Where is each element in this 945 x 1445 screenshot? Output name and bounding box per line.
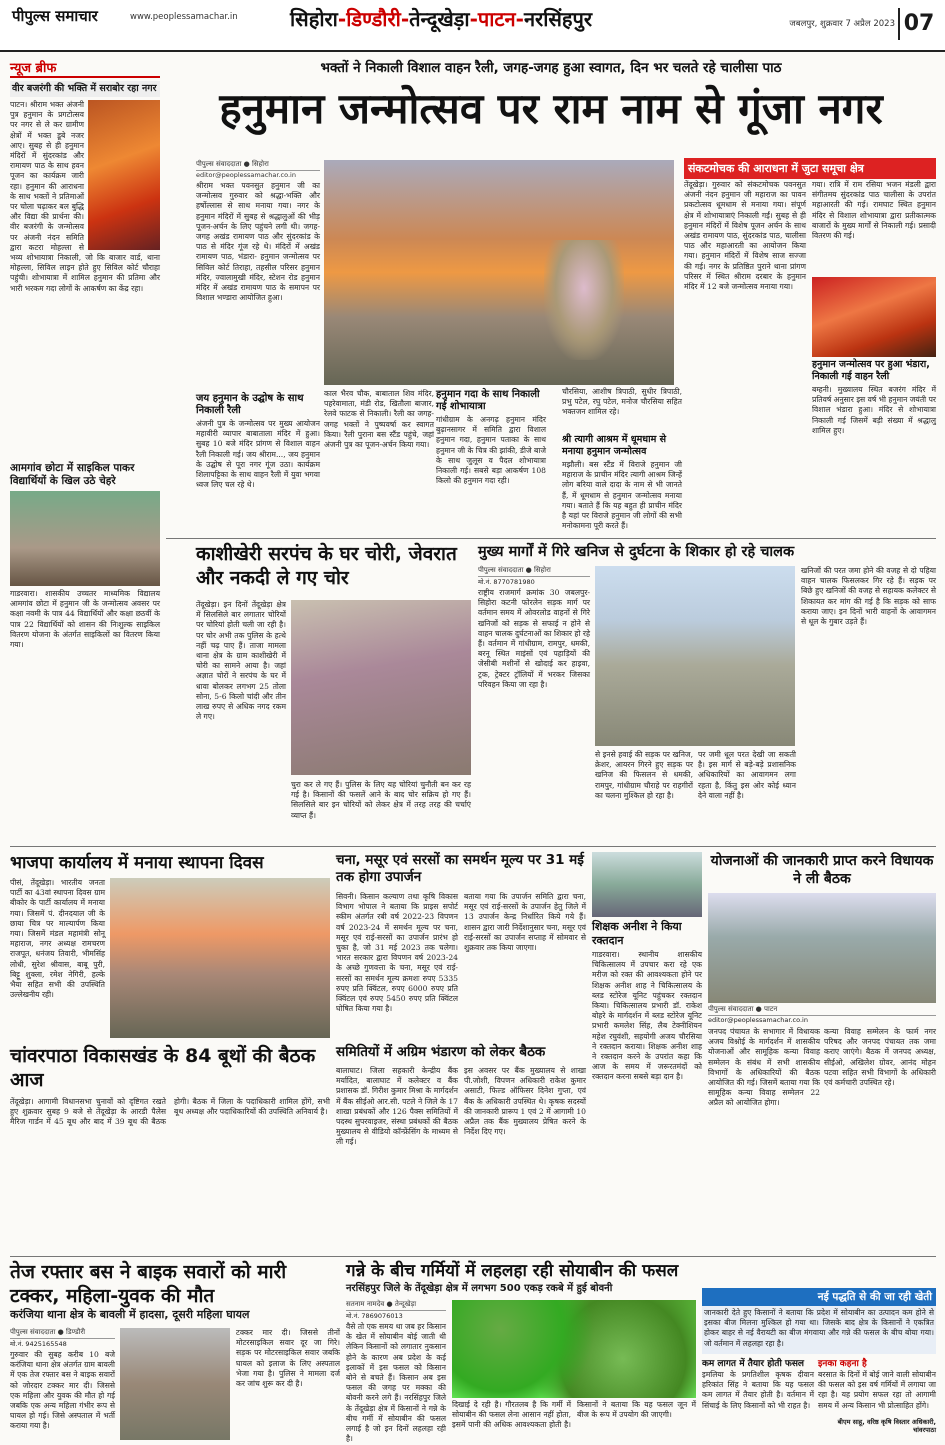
lead-body-c: गांधीग्राम के अनगढ़ हनुमान मंदिर बुढ़ानसागर में समिति द्वारा विशाल हनुमान गदा, हनुमान पताका के साथ हनुमान जी के चित्र की झांकी, डीजे बाजे के साथ जुलूस व पैदल शोभायात्रा निकाली गई। सबसे बड़ा आकर्षण 108 किलो की हनुमान गदा रही।	[436, 415, 546, 486]
soyabean-quote-head: इनका कहना है	[818, 1359, 867, 1369]
dateline: जबलपुर, शुक्रवार 7 अप्रैल 2023	[789, 19, 895, 29]
lead-body-a: श्रीराम भक्त पवनसुत हनुमान जी का जन्मोत्सव गुरुवार को श्रद्धा-भक्ति और हर्षोल्लास से साथ मनाया गया। नगर के हनुमान मंदिरों में सुबह से श्रद्धालुओं की भीड़ पूजन-अर्चन के लिए पहुंचने लगी थी। जगह-जगह अखंड रामायण पाठ और सुंदरकांड के पाठ से मंदिर गूंज रहे थे। मंदिरों में अखंड रामायण पाठ, भंडारा- हनुमान जन्मोत्सव पर सिविल कोर्ट तिराहा, तहसील परिसर हनुमान मंदिर, ज्वालामुखी मंदिर, स्टेशन रोड हनुमान मंदिर में अखंड रामायण पाठ के समापन पर विशाल भण्डारा आयोजित हुआ।	[196, 181, 320, 303]
chori-col-1	[196, 600, 286, 840]
lead-kicker: भक्तों ने निकाली विशाल वाहन रैली, जगह-जगह हुआ स्वागत, दिन भर चलते रहे चालीसा पाठ	[320, 60, 782, 76]
brand-name: पीपुल्स समाचार	[12, 7, 98, 25]
bus-col-1	[10, 1328, 115, 1440]
samiti-body-2: इस अवसर पर बैंक मुख्यालय से शाखा पी.जोशी, विपणन अधिकारी राकेश कुमार असाटी, फिल्ड ऑफिसर दिनेश गुप्ता, एवं बैंक के अधिकारी उपस्थित थे। कृषक सदस्यों की जानकारी प्रारूप 1 एवं 2 में आगामी 10 अप्रैल तक बैंक मुख्यालय प्रेषित करने के निर्देश दिए गए।	[464, 1066, 586, 1137]
khanij-body: राष्ट्रीय राजमार्ग क्रमांक 30 जबलपुर-सिहोरा कटनी फोरलेन सड़क मार्ग पर वर्तमान समय में ओवरलोड वाहनों से गिरे खनिजों को सड़क से सफाई न होने से वाहन चालक दुर्घटनाओं का शिकार हो रहे हैं। वर्तमान में गांधीग्राम, रामपुर, धमकी, बरनू स्थित माइंसों एवं पहाड़ियों की जेसीबी मशीनों से खोदाई कर हाइवा, ट्रक, ट्रेक्टर ट्रॉलियों में भरकर जिसका परिवहन किया जा रहा है।	[478, 588, 590, 689]
lead-photo-caption: काल भैरव चौक, बाबाताल शिव मंदिर, पहरेवामाता, मंडी रोड, खितौला बाजार, रेलवे फाटक से निकाली। रैली का जगह-जगह भक्तों ने पुष्पवर्षा कर स्वागत किया। रैली पुराना बस स्टैंड पहुंचे, जहां अंजनी पुत्र का पूजन-अर्चन किया गया।	[324, 389, 434, 450]
chanwar-headline: चांवरपाठा विकासखंड के 84 बूथों की बैठक आज	[10, 1045, 316, 1091]
yojana-headline: योजनाओं की जानकारी प्राप्त करने विधायक ने ली बैठक	[710, 853, 934, 887]
samiti-body: बालाघाट। जिला सहकारी केन्द्रीय बैंक मर्यादित, बालाघाट में कलेक्टर व बैंक प्रशासक डॉ. गिरीश कुमार मिश्रा के मार्गदर्शन में बैंक सीईओ आर.सी. पटले ने जिले के 17 शाखा प्रबंधकों और 126 पैक्स समितियों में पदस्थ सुपरवाइजर, संस्था प्रबंधकों की बैठक मुख्यालय से वीडियो कॉन्फ्रेंसिंग के माध्यम से ली गई।	[336, 1066, 458, 1147]
region-sihora: सिहोरा	[290, 7, 338, 31]
khanij-phone: मो.नं. 8770781980	[478, 578, 535, 586]
story-anish	[592, 852, 702, 1252]
lead-sub-1: जय हनुमान के उद्घोष के साथ निकाली रैली	[196, 393, 304, 416]
soyabean-sub-col	[702, 1358, 814, 1440]
news-brief	[10, 58, 160, 518]
lead-col-6	[562, 387, 682, 535]
brief-body-1: पाटन। श्रीराम भक्त अंजनी पुत्र हनुमान के प्रगटोत्सव पर नगर से ले कर ग्रामीण क्षेत्रों में भक्त डूबे नजर आए। सुबह से ही हनुमान मंदिरों में सुंदरकांड और रामायण पाठ के साथ हवन पूजन का कार्यक्रम जारी रहा। हनुमान की आराधना के साथ भक्तों ने प्रतिमाओं पर चोला चढ़ाकर बल बुद्धि और विद्या की प्रार्थना की। वीर बजरंगी के जन्मोत्सव पर अंजनी नंदन समिति द्वारा कटरा मोहल्ला से भव्य शोभायात्रा निकाली, जो कि बाजार वार्ड, थाना मोहल्ला, सिविल लाइन होते हुए सिविल कोर्ट चौराहा पहुंची। शोभायात्रा में शामिल हनुमान की प्रतिमा और भारी भरकम गदा लोगों के आकर्षण का केंद्र रहा।	[10, 100, 160, 293]
news-brief-2	[10, 462, 160, 842]
lead-col-2	[324, 389, 434, 534]
khanij-col-4	[801, 566, 936, 842]
hanuman-float	[544, 240, 624, 360]
soyabean-col-2	[452, 1400, 696, 1440]
story-khanij	[478, 542, 936, 842]
soyabean-byline: सतनाम नामदेव ● तेन्दूखेड़ा	[346, 1300, 446, 1311]
news-brief-label: न्यूज ब्रीफ	[10, 58, 160, 78]
anish-headline: शिक्षक अनीश ने किया रक्तदान	[592, 920, 682, 947]
chori-col-2	[291, 780, 471, 840]
bus-accident-photo	[120, 1328, 230, 1440]
lead-email[interactable]: editor@peoplessamachar.co.in	[196, 171, 296, 179]
soyabean-quote-name: बीएम साहू, वरिष्ठ कृषि विस्तार अधिकारी, चांवरपाठा	[837, 1418, 936, 1434]
lead-byline: पीपुल्स संवाददाता ● सिहोरा	[196, 160, 320, 171]
chori-body-2: चुरा कर ले गए हैं। पुलिस के लिए यह चोरियां चुनौती बन कर रह गई है। किसानों की फसलें आने के बाद चोर सक्रिय हो गए हैं। सिलसिले बार इन चोरियों को लेकर क्षेत्र में तरह तरह की चर्चाएं व्याप्त हैं।	[291, 780, 471, 820]
rally-photo	[324, 160, 674, 385]
chana-body-2: बताया गया कि उपार्जन समिति द्वारा चना, मसूर एवं राई-सरसों के उपार्जन हेतु जिले में 13 उपार्जन केन्द्र निर्धारित किये गये हैं। शासन द्वारा जारी निर्देशानुसार चना, मसूर एवं राई-सरसों का उपार्जन सप्ताह में सोमवार से शुक्रवार तक किया जाएगा।	[464, 892, 586, 953]
soyabean-sidebar	[702, 1288, 936, 1440]
chana-body: सिवनी। किसान कल्याण तथा कृषि विकास विभाग भोपाल ने बताया कि प्राइस सपोर्ट स्कीम अंतर्गत रबी वर्ष 2022-23 विपणन वर्ष 2023-24 में समर्थन मूल्य पर चना, मसूर एवं राई-सरसों का उपार्जन प्रारंभ हो चुका है, जो 31 मई 2023 तक चलेगा। भारत सरकार द्वारा विपणन वर्ष 2023-24 के अच्छे गुणवत्ता के चना, मसूर एवं राई-सरसों का समर्थन मूल्य क्रमशः रुपए 5335 रुपए प्रति क्विंटल, रुपए 6000 रुपए प्रति क्विंटल एवं रुपए 5450 रुपए प्रति क्विंटल घोषित किया गया है।	[336, 892, 458, 1014]
region-narsinghpur: नरसिंहपुर	[523, 7, 593, 31]
temple-idol-photo	[812, 277, 936, 357]
yojana-email[interactable]: editor@peoplessamachar.co.in	[708, 1016, 808, 1024]
soyabean-field-photo	[452, 1300, 696, 1398]
soyabean-body: वैसे तो एक समय था जब हर किसान के खेत में सोयाबीन बोई जाती थी लेकिन किसानों को लगातार नुकसान होने के कारण अब प्रदेश के कई इलाकों में इस फसल को किसान बोने से बचते हैं। किसान अब इस फसल की जगह पर मक्का की बोवनी करने लगे हैं। नरसिंहपुर जिले के तेंदूखेड़ा क्षेत्र में किसानों ने गन्ने के बीच गर्मी में सोयाबीन की फसल लगाई है जो इन दिनों लहलहा रही है।	[346, 1322, 446, 1444]
soyabean-headline: गन्ने के बीच गर्मियों में लहलहा रही सोयाबीन की फसल	[346, 1261, 679, 1281]
yojana-body: जनपद पंचायत के सभागार में विधायक अजय विश्नोई के मार्गदर्शन में शासकीय योजनाओं और सामूहिक कन्या विवाह सम्मेलन के संबंध में सभी शासकीय विभागों के अधिकारियों की बैठक आयोजित की गई। जिसमें बताया गया कि सामूहिक कन्या विवाह सम्मेलन 22 अप्रैल को आयोजित होगा।	[708, 1027, 820, 1108]
chana-col-1	[336, 892, 458, 1040]
soyabean-sidebar-head: नई पद्धति से की जा रही खेती	[702, 1288, 936, 1306]
story-soyabean	[346, 1260, 936, 1444]
soyabean-body-2: दिखाई दे रही है। गौरतलब है कि गर्मी में सोयाबीन की फसल लेना आसान नहीं होता, इसमें पानी की अधिक आवश्यकता होती है। किसानों ने बताया कि यह फसल जून में बीज के रूप में उपयोग की जाएगी।	[452, 1400, 696, 1430]
meeting-photo	[708, 893, 936, 1003]
soyabean-sub-body: इमलिया के प्रगतिशील कृषक दीवान हरिकांत सिंह ने बताया कि यह फसल कम लागत में तैयार होती है। वर्तमान में सिंचाई के लिए किसानों को भी राहत है।	[702, 1370, 814, 1410]
anish-body: गाडरवारा। स्थानीय शासकीय चिकित्सालय में उपचार करा रहे एक मरीज को रक्त की आवश्यकता होने पर शिक्षक अनीश शाह ने चिकित्सालय के ब्लड स्टोरेज यूनिट पहुंचकर रक्तदान किया। चिकित्सालय प्रभारी डॉ. राकेश बोहरे के मार्गदर्शन में ब्लड स्टोरेज यूनिट प्रभारी कमलेश सिंह, लैब टेक्नीशियन महेश रघुवंशी, सहयोगी अजय चौरसिया ने रक्तदान कराया। शिक्षक अनीश शाह ने रक्तदान करने के उपरांत कहा कि आज के समय में जरूरतमंदों को रक्तदान करना सबसे बड़ा दान है।	[592, 950, 702, 1082]
lead-body-e: मझौली। बस स्टैंड में विराजे हनुमान जी महाराज के प्राचीन मंदिर त्यागी आश्रम जिन्हें लोग बरिया वाले दादा के नाम से भी जानते हैं, में धूमधाम से हनुमान जन्मोत्सव मनाया गया। बताते हैं कि यह बहुत ही प्राचीन मंदिर है यहां पर विराजे हनुमान जी लोगों की सभी मनोकामना पूरी करते हैं।	[562, 460, 682, 531]
lead-col-1	[196, 160, 320, 532]
soyabean-quote-body: बरसात के दिनों में बोई जाने वाली सोयाबीन की फसल को इस वर्ष गर्मियों में लगाया जा रहा है। यह प्रयोग सफल रहा तो आगामी समय में अन्य किसान भी प्रोत्साहित होंगे।	[818, 1370, 936, 1410]
chana-col-2	[464, 892, 586, 1040]
bus-phone: मो.नं. 9425165548	[10, 1340, 67, 1348]
khanij-body-3: पर जमी धूल परत देखी जा सकती है। इस मार्ग से बड़े-बड़े प्रशासनिक अधिकारियों का आवागमन लगा रहता है, किंतु इस ओर कोई ध्यान देने वाला नहीं है।	[698, 750, 796, 800]
samiti-col-1	[336, 1066, 458, 1252]
lead-body-b: अंजनी पुत्र के जन्मोत्सव पर मुख्य आयोजन महावीरी व्यापार बाबाताला मंदिर में हुआ। सुबह 10 बजे मंदिर प्रांगण से विशाल वाहन रैली निकाली गई। जय श्रीराम..., जय हनुमान के उद्घोष से पूरा नगर गूंज उठा। कार्यक्रम शिलापट्टिका के साथ वाहन रैली में युवा भगवा ध्वज लिए चल रहे थे।	[196, 419, 320, 490]
sankat-body-3: बम्हनी। मुख्यालय स्थित बजरंग मंदिर में प्रतिवर्ष अनुसार इस वर्ष भी हनुमान जयंती पर विशाल भंडारा हुआ। मंदिर से शोभायात्रा निकाली गई जिसमें बड़ी संख्या में श्रद्धालु शामिल हुए।	[812, 385, 936, 435]
blood-donation-photo	[592, 852, 702, 917]
khanij-road-photo	[595, 566, 795, 746]
khanij-headline: मुख्य मार्गों में गिरे खनिज से दुर्घटना के शिकार हो रहे चालक	[478, 544, 795, 560]
bhajpa-headline: भाजपा कार्यालय में मनाया स्थापना दिवस	[10, 853, 264, 873]
region-bar: सिहोरा-डिण्डौरी-तेन्दूखेड़ा-पाटन-नरसिंहपुर	[290, 7, 593, 31]
sankat-box	[684, 158, 936, 532]
bhajpa-col	[10, 878, 105, 1038]
yojana-body-2: कन्या विवाह सम्मेलन के फार्म नगर परिषद और जनपद पंचायत तक जमा कराए जाएंगे। बैठक में जनपद अध्यक्ष, सीईओ, अखिलेश ग्रोवर, आनंद मोहन पटवा सहित सभी विभागों के अधिकारी एवं कर्मचारी उपस्थित रहे।	[824, 1027, 936, 1088]
story-chana	[336, 852, 586, 1040]
bus-body-2: टक्कर मार दी। जिससे तीनों मोटरसाइकिल सवार दूर जा गिरे। सड़क पर मोटरसाइकिल सवार जबकि घायल को इलाज के लिए अस्पताल भेजा गया है। पुलिस ने मामला दर्ज कर जांच शुरू कर दी है।	[236, 1328, 340, 1389]
lead-sub-2: हनुमान गदा के साथ निकाली गई शोभायात्रा	[436, 389, 540, 412]
soyabean-sub: कम लागत में तैयार होती फसल	[702, 1359, 805, 1369]
chori-headline: काशीखेरी सरपंच के घर चोरी, जेवरात और नकदी ले गए चोर	[196, 543, 457, 589]
brief-body-2: गाडरवारा। शासकीय उच्चतर माध्यमिक विद्यालय आमगांव छोटा में हनुमान जी के जन्मोत्सव अवसर पर कक्षा नवमी के पात्र 44 विद्यार्थियों और कक्षा छठवीं के पात्र 22 विद्यार्थियों को शासन की निःशुल्क साइकिल वितरण योजना के अंतर्गत साइकिलों का वितरण किया गया।	[10, 589, 160, 650]
chana-headline: चना, मसूर एवं सरसों का समर्थन मूल्य पर 31 मई तक होगा उपार्जन	[336, 852, 584, 885]
lead-col-3	[436, 389, 546, 534]
bus-byline: पीपुल्स संवाददाता ● डिण्डौरी	[10, 1328, 115, 1339]
soyabean-col-1	[346, 1300, 446, 1444]
khanij-col-3	[698, 750, 796, 842]
region-patan: पाटन	[477, 7, 516, 31]
yojana-byline: पीपुल्स संवाददाता ● पाटन	[708, 1005, 936, 1016]
khanij-col-1	[478, 566, 590, 842]
lead-sub-3: श्री त्यागी आश्रम में धूमधाम से मनाया हनुमान जन्मोत्सव	[562, 434, 666, 457]
bus-deck: करंजिया थाना क्षेत्र के बावली में हादसा, दूसरी महिला घायल	[10, 1308, 250, 1321]
lead-body-d: चौरसिया, आशीष त्रिपाठी, सुधीर त्रिपाठी, प्रभु पटेल, रघु पटेल, मनोज चौरसिया सहित भक्तजन शामिल रहे।	[562, 387, 682, 417]
bhajpa-photo	[110, 878, 330, 1038]
chori-body: तेंदूखेड़ा। इन दिनों तेंदूखेड़ा क्षेत्र में सिलसिले बार लगातार चोरियों पर चोरियां होती चली जा रही है। पर चोर अभी तक पुलिस के हत्थे नहीं चढ़ पाए हैं। ताजा मामला थाना क्षेत्र के ग्राम काशीखेरी में चोरी का सामने आया है। जहां अज्ञात चोरों ने सरपंच के घर में धावा बोलकर लगभग 25 तोला सोना, 5-6 किलो चांदी और तीन लाख रुपए से अधिक नगद रकम ले गए।	[196, 600, 286, 722]
soyabean-sidebar-body: जानकारी देते हुए किसानों ने बताया कि प्रदेश में सोयाबीन का उत्पादन कम होने से इसका बीज मिलना मुश्किल हो गया था। जिसके बाद क्षेत्र के किसानों ने एकत्रित होकर बाहर से नई वैरायटी का बीज मंगवाया और गन्ने की फसल के बीच बोया गया। जो वर्तमान में लहलहा रहा है।	[702, 1306, 936, 1354]
masthead	[0, 0, 945, 52]
cycle-distribution-photo	[10, 491, 160, 586]
samiti-col-2	[464, 1066, 586, 1252]
sankat-body-2: गया। रात्रि में राम रसिया भजन मंडली द्वारा संगीतमय सुंदरकांड पाठ चालीसा के उपरांत महाआरती की गई। रामघाट स्थित हनुमान मंदिर से विशाल शोभायात्रा द्वारा प्रतीकात्मक बाजारों के मुख्य मार्गों से निकाली गई। प्रसादी वितरण की गई।	[812, 180, 936, 241]
lead-headline: हनुमान जन्मोत्सव पर राम नाम से गूंजा नगर	[219, 84, 883, 133]
story-chanwar	[10, 1044, 330, 1252]
story-bus	[10, 1260, 340, 1440]
khanij-body-2: से इनसे हवाई की सड़क पर खनिज, क्रेशर, आयरन गिरने हुए सड़क पर खनिज की फिसलन से धमकी, रामपुर, गांधीग्राम चौराहे पर राहगीरों का चलना मुश्किल हो रहा है।	[595, 750, 693, 800]
region-tendukheda: तेन्दूखेड़ा	[409, 7, 470, 31]
bus-body: गुरुवार की सुबह करीब 10 बजे करंजिया थाना क्षेत्र अंतर्गत ग्राम बावली में एक तेज रफ्तार बस ने बाइक सवारों को जोरदार टक्कर मार दी। जिससे एक महिला और युवक की मौत हो गई जबकि एक अन्य महिला गंभीर रूप से घायल हो गई। जिसे अस्पताल में भर्ती कराया गया है।	[10, 1350, 115, 1431]
page-number: 07	[898, 8, 938, 40]
soyabean-quote	[818, 1358, 936, 1440]
soyabean-phone: मो.नं. 7869076013	[346, 1312, 403, 1320]
sankat-col-1	[684, 180, 806, 532]
yojana-col-1	[708, 1027, 820, 1252]
hanuman-idol-photo	[88, 100, 160, 250]
brand-logo	[12, 6, 127, 28]
website[interactable]: www.peoplessamachar.in	[130, 12, 238, 22]
chori-photo	[291, 600, 471, 775]
region-dindori: डिण्डौरी	[346, 7, 401, 31]
sankat-header: संकटमोचक की आराधना में जुटा समूचा क्षेत्र	[684, 158, 936, 179]
bus-col-2	[236, 1328, 340, 1440]
bus-headline: तेज रफ्तार बस ने बाइक सवारों को मारी टक्कर, महिला-युवक की मौत	[10, 1261, 287, 1307]
yojana-col-2	[824, 1027, 936, 1252]
chanwar-body: तेंदूखेड़ा। आगामी विधानसभा चुनावों को दृष्टिगत रखते हुए शुक्रवार सुबह 9 बजे से तेंदूखेड़ा के आरडी पैलेस मैरिज गार्डन में 45 बूथ और बाद में 39 बूथ की बैठक होगी। बैठक में जिला के पदाधिकारी शामिल होंगे, सभी बूथ अध्यक्ष और पदाधिकारियों की उपस्थिति अनिवार्य है।	[10, 1097, 330, 1127]
sankat-body: तेंदूखेड़ा। गुरुवार को संकटमोचक पवनसुत अंजनी नंदन हनुमान जी महाराज का पावन प्रकटोत्सव धूमधाम से मनाया गया। संपूर्ण क्षेत्र में शोभायात्राएं निकाली गईं। सुबह से ही हनुमान मंदिरों में विशेष पूजन अर्चन के साथ अखंड रामायण पाठ, सुंदरकांड पाठ, चालीसा पाठ और महाआरती का आयोजन किया गया। हनुमान मंदिरों में विशेष साज सज्जा की गई। नगर के प्रतिष्ठित पुराने थाना प्रांगण परिसर में स्थित श्रीराम दरबार के हनुमान मंदिर में 12 बजे जन्मोत्सव मनाया गया।	[684, 180, 806, 292]
story-yojana	[708, 852, 936, 1252]
samiti-headline: समितियों में अग्रिम भंडारण को लेकर बैठक	[336, 1044, 546, 1060]
brief-headline-2: आमगांव छोटा में साइकिल पाकर विद्यार्थियों के खिल उठे चेहरे	[10, 462, 135, 487]
sankat-sub: हनुमान जन्मोत्सव पर हुआ भंडारा, निकाली गई वाहन रैली	[812, 359, 930, 382]
soyabean-deck: नरसिंहपुर जिले के तेंदूखेड़ा क्षेत्र में लगभग 500 एकड़ रकबे में हुई बोवनी	[346, 1283, 613, 1294]
story-samiti	[336, 1044, 586, 1252]
brief-headline-1: वीर बजरंगी की भक्ति में सराबोर रहा नगर	[10, 81, 160, 97]
khanij-byline: पीपुल्स संवाददाता ● सिहोरा	[478, 566, 590, 577]
khanij-col-2	[595, 750, 693, 842]
khanij-body-4: खनिजों की परत जमा होने की वजह से दो पहिया वाहन चालक फिसलकर गिर रहे हैं। सड़क पर बिछे हुए खनिजों की वजह से सहायक कलेक्टर से शिकायत कर मांग की गई है कि सड़क को साफ कराया जाए। इन दिनों भारी वाहनों के आवागमन से धूल के गुबार उड़ते हैं।	[801, 566, 936, 627]
sankat-col-2	[812, 180, 936, 532]
story-bhajpa	[10, 852, 330, 1040]
story-chori	[196, 542, 472, 842]
bhajpa-body: पीसं, तेंदूखेड़ा। भारतीय जनता पार्टी का 43वां स्थापना दिवस ग्राम बीकोर के पार्टी कार्यालय में मनाया गया। जिसमें पं. दीनदयाल जी के छाया चित्र पर माल्यार्पण किया गया। जिसमें मंडल महामंत्री सोनू महाराज, नगर अध्यक्ष रामचरण राजपूत, धनंजय तिवारी, भीमसिंह लोधी, सुरेश श्रीवास, बाबू पुरी, बिट्टू शुक्ला, रमेश नेगिरी, हल्के भैया सहित सभी की उपस्थिति उल्लेखनीय रही।	[10, 878, 105, 1000]
